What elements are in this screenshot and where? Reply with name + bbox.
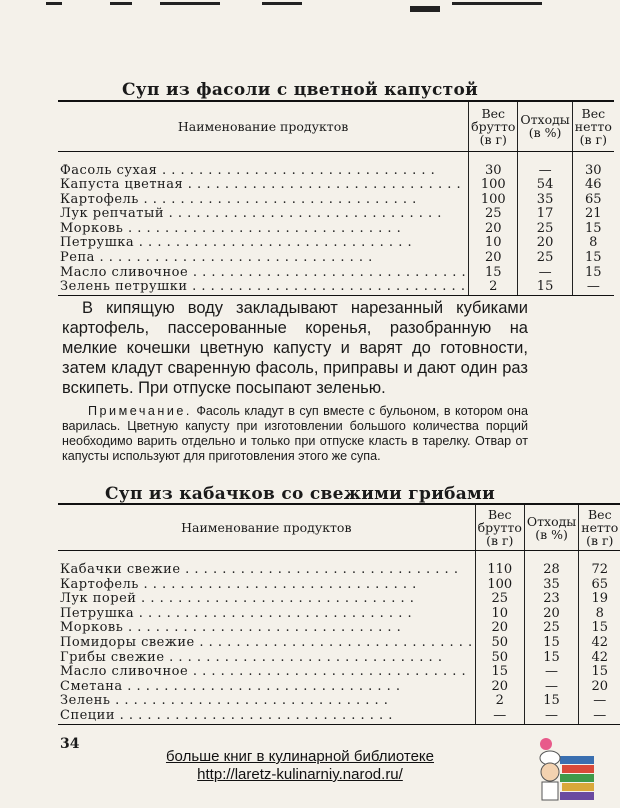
waste-percent-cell: — [524,709,578,724]
table-row [58,280,614,295]
column-header-product: Наименование продуктов [58,504,475,551]
net-weight-cell: 42 [579,636,620,651]
table-row [58,222,614,237]
net-weight-cell: 19 [579,592,620,607]
waste-percent-cell: 15 [524,651,578,666]
gross-weight-cell: 20 [475,680,524,695]
gross-weight-cell: 15 [475,665,524,680]
gross-weight-cell: 110 [475,563,524,578]
product-name-cell: Фасоль сухая . . . . . . . . . . . . . . . . . . . . . . . . . . . . . . [60,162,436,178]
column-header-gross: Вес брутто (в г) [475,504,524,551]
waste-percent-cell: 35 [524,578,578,593]
net-weight-cell: 15 [572,251,614,266]
recipe2-title: Суп из кабачков со свежими грибами [104,484,496,504]
gross-weight-cell: 10 [469,236,518,251]
product-name-cell: Капуста цветная . . . . . . . . . . . . . . . . . . . . . . . . . . . . . . [60,177,462,193]
note-label: Примечание. [88,404,192,418]
waste-percent-cell: — [524,665,578,680]
gross-weight-cell: 10 [475,607,524,622]
table-row [58,266,614,281]
gross-weight-cell: — [475,709,524,724]
product-name-cell: Картофель . . . . . . . . . . . . . . . . . . . . . . . . . . . . . . [60,576,417,592]
waste-percent-cell: 15 [524,636,578,651]
waste-percent-cell: 20 [518,236,572,251]
gross-weight-cell: 20 [475,621,524,636]
product-name-cell: Морковь . . . . . . . . . . . . . . . . . . . . . . . . . . . . . . [60,620,402,636]
recipe1-title: Суп из фасоли с цветной капустой [121,80,479,100]
gross-weight-cell: 50 [475,636,524,651]
gross-weight-cell: 25 [469,207,518,222]
footer-promo [140,748,460,784]
table-row [58,251,614,266]
table-row [58,236,614,251]
waste-percent-cell: 25 [518,251,572,266]
column-header-product: Наименование продуктов [58,101,469,151]
gross-weight-cell: 15 [469,266,518,281]
column-header-waste: Отходы (в %) [524,504,578,551]
recipe1-instructions: В кипящую воду закладывают нарезанный кубиками картофель, пассерованные коренья, разобранную на мелкие кочешки цветную капусту и варят до готовности, затем кладут сваренную фасоль, приправы и дают один раз вскипеть. При отпуске посыпают зеленью. [62,299,528,397]
waste-percent-cell: 25 [518,222,572,237]
gross-weight-cell: 30 [469,164,518,179]
product-name-cell: Зелень петрушки . . . . . . . . . . . . . . . . . . . . . . . . . . . . . . [58,280,469,295]
recipe1-note [62,404,528,464]
product-name-cell: Лук репчатый . . . . . . . . . . . . . . . . . . . . . . . . . . . . . . [60,206,442,222]
table-row [58,709,620,724]
product-name-cell: Масло сливочное . . . . . . . . . . . . . . . . . . . . . . . . . . . . . . [60,664,467,680]
waste-percent-cell: 15 [524,694,578,709]
table-row [58,607,620,622]
product-name-cell: Картофель . . . . . . . . . . . . . . . . . . . . . . . . . . . . . . [60,191,417,207]
net-weight-cell: 65 [572,193,614,208]
footer-line1: больше книг в кулинарной библиотеке [165,748,435,765]
net-weight-cell: 30 [572,164,614,179]
waste-percent-cell: 17 [518,207,572,222]
gross-weight-cell: 2 [475,694,524,709]
gross-weight-cell: 50 [475,651,524,666]
net-weight-cell: 46 [572,178,614,193]
gross-weight-cell: 100 [469,193,518,208]
page-number: 34 [60,736,80,752]
product-name-cell: Специи . . . . . . . . . . . . . . . . . . . . . . . . . . . . . . [58,709,475,724]
product-name-cell: Зелень . . . . . . . . . . . . . . . . . . . . . . . . . . . . . . [60,693,389,709]
recipe2-ingredients-table [58,503,620,725]
net-weight-cell: 42 [579,651,620,666]
net-weight-cell: 65 [579,578,620,593]
note-text: Фасоль кладут в суп вместе с бульоном, в котором она варилась. Цветную капусту при изготовлении большого количества порций необходимо варить отдельно и только при отпуске класть в тарелку. Отвар от капусты используют для приготовления этого же супа. [62,404,528,463]
product-name-cell: Кабачки свежие . . . . . . . . . . . . . . . . . . . . . . . . . . . . . . [60,562,459,577]
table-row [58,178,614,193]
chef-books-icon [536,736,596,802]
waste-percent-cell: 54 [518,178,572,193]
gross-weight-cell: 100 [475,578,524,593]
waste-percent-cell: 28 [524,563,578,578]
net-weight-cell: 15 [572,222,614,237]
waste-percent-cell: — [518,164,572,179]
table-row [58,578,620,593]
table-row [58,665,620,680]
table-row [58,207,614,222]
product-name-cell: Грибы свежие . . . . . . . . . . . . . . . . . . . . . . . . . . . . . . [60,649,443,665]
column-header-waste: Отходы (в %) [518,101,572,151]
gross-weight-cell: 20 [469,222,518,237]
net-weight-cell: 72 [579,563,620,578]
product-name-cell: Морковь . . . . . . . . . . . . . . . . . . . . . . . . . . . . . . [60,220,402,236]
product-name-cell: Масло сливочное . . . . . . . . . . . . . . . . . . . . . . . . . . . . . . [60,264,467,280]
product-name-cell: Репа . . . . . . . . . . . . . . . . . . . . . . . . . . . . . . [60,250,373,266]
net-weight-cell: — [572,280,614,295]
net-weight-cell: — [579,709,620,724]
table-row [58,694,620,709]
gross-weight-cell: 20 [469,251,518,266]
product-name-cell: Петрушка . . . . . . . . . . . . . . . . . . . . . . . . . . . . . . [60,235,413,251]
column-header-net: Вес нетто (в г) [579,504,620,551]
column-header-net: Вес нетто (в г) [572,101,614,151]
net-weight-cell: 21 [572,207,614,222]
gross-weight-cell: 25 [475,592,524,607]
gross-weight-cell: 100 [469,178,518,193]
waste-percent-cell: 35 [518,193,572,208]
product-name-cell: Петрушка . . . . . . . . . . . . . . . . . . . . . . . . . . . . . . [60,605,413,621]
net-weight-cell: 15 [572,266,614,281]
net-weight-cell: 8 [579,607,620,622]
net-weight-cell: 15 [579,621,620,636]
net-weight-cell: 8 [572,236,614,251]
table-row [58,164,614,179]
waste-percent-cell: 20 [524,607,578,622]
net-weight-cell: 20 [579,680,620,695]
table-row [58,621,620,636]
table-row [58,193,614,208]
column-header-gross: Вес брутто (в г) [469,101,518,151]
net-weight-cell: — [579,694,620,709]
scan-marks [0,2,600,16]
gross-weight-cell: 2 [469,280,518,295]
waste-percent-cell: — [518,266,572,281]
product-name-cell: Лук порей . . . . . . . . . . . . . . . . . . . . . . . . . . . . . . [60,591,415,607]
product-name-cell: Помидоры свежие . . . . . . . . . . . . . . . . . . . . . . . . . . . . . . [60,634,473,650]
product-name-cell: Сметана . . . . . . . . . . . . . . . . . . . . . . . . . . . . . . [60,678,401,694]
table-row [58,651,620,666]
table-row [58,592,620,607]
waste-percent-cell: — [524,680,578,695]
table-row [58,563,620,578]
waste-percent-cell: 15 [518,280,572,295]
footer-library-link[interactable]: http://laretz-kulinarniy.narod.ru/ [197,766,403,783]
waste-percent-cell: 23 [524,592,578,607]
table-row [58,636,620,651]
recipe1-ingredients-table [58,100,614,296]
table-spacer-row [58,151,614,164]
net-weight-cell: 15 [579,665,620,680]
table-row [58,680,620,695]
waste-percent-cell: 25 [524,621,578,636]
